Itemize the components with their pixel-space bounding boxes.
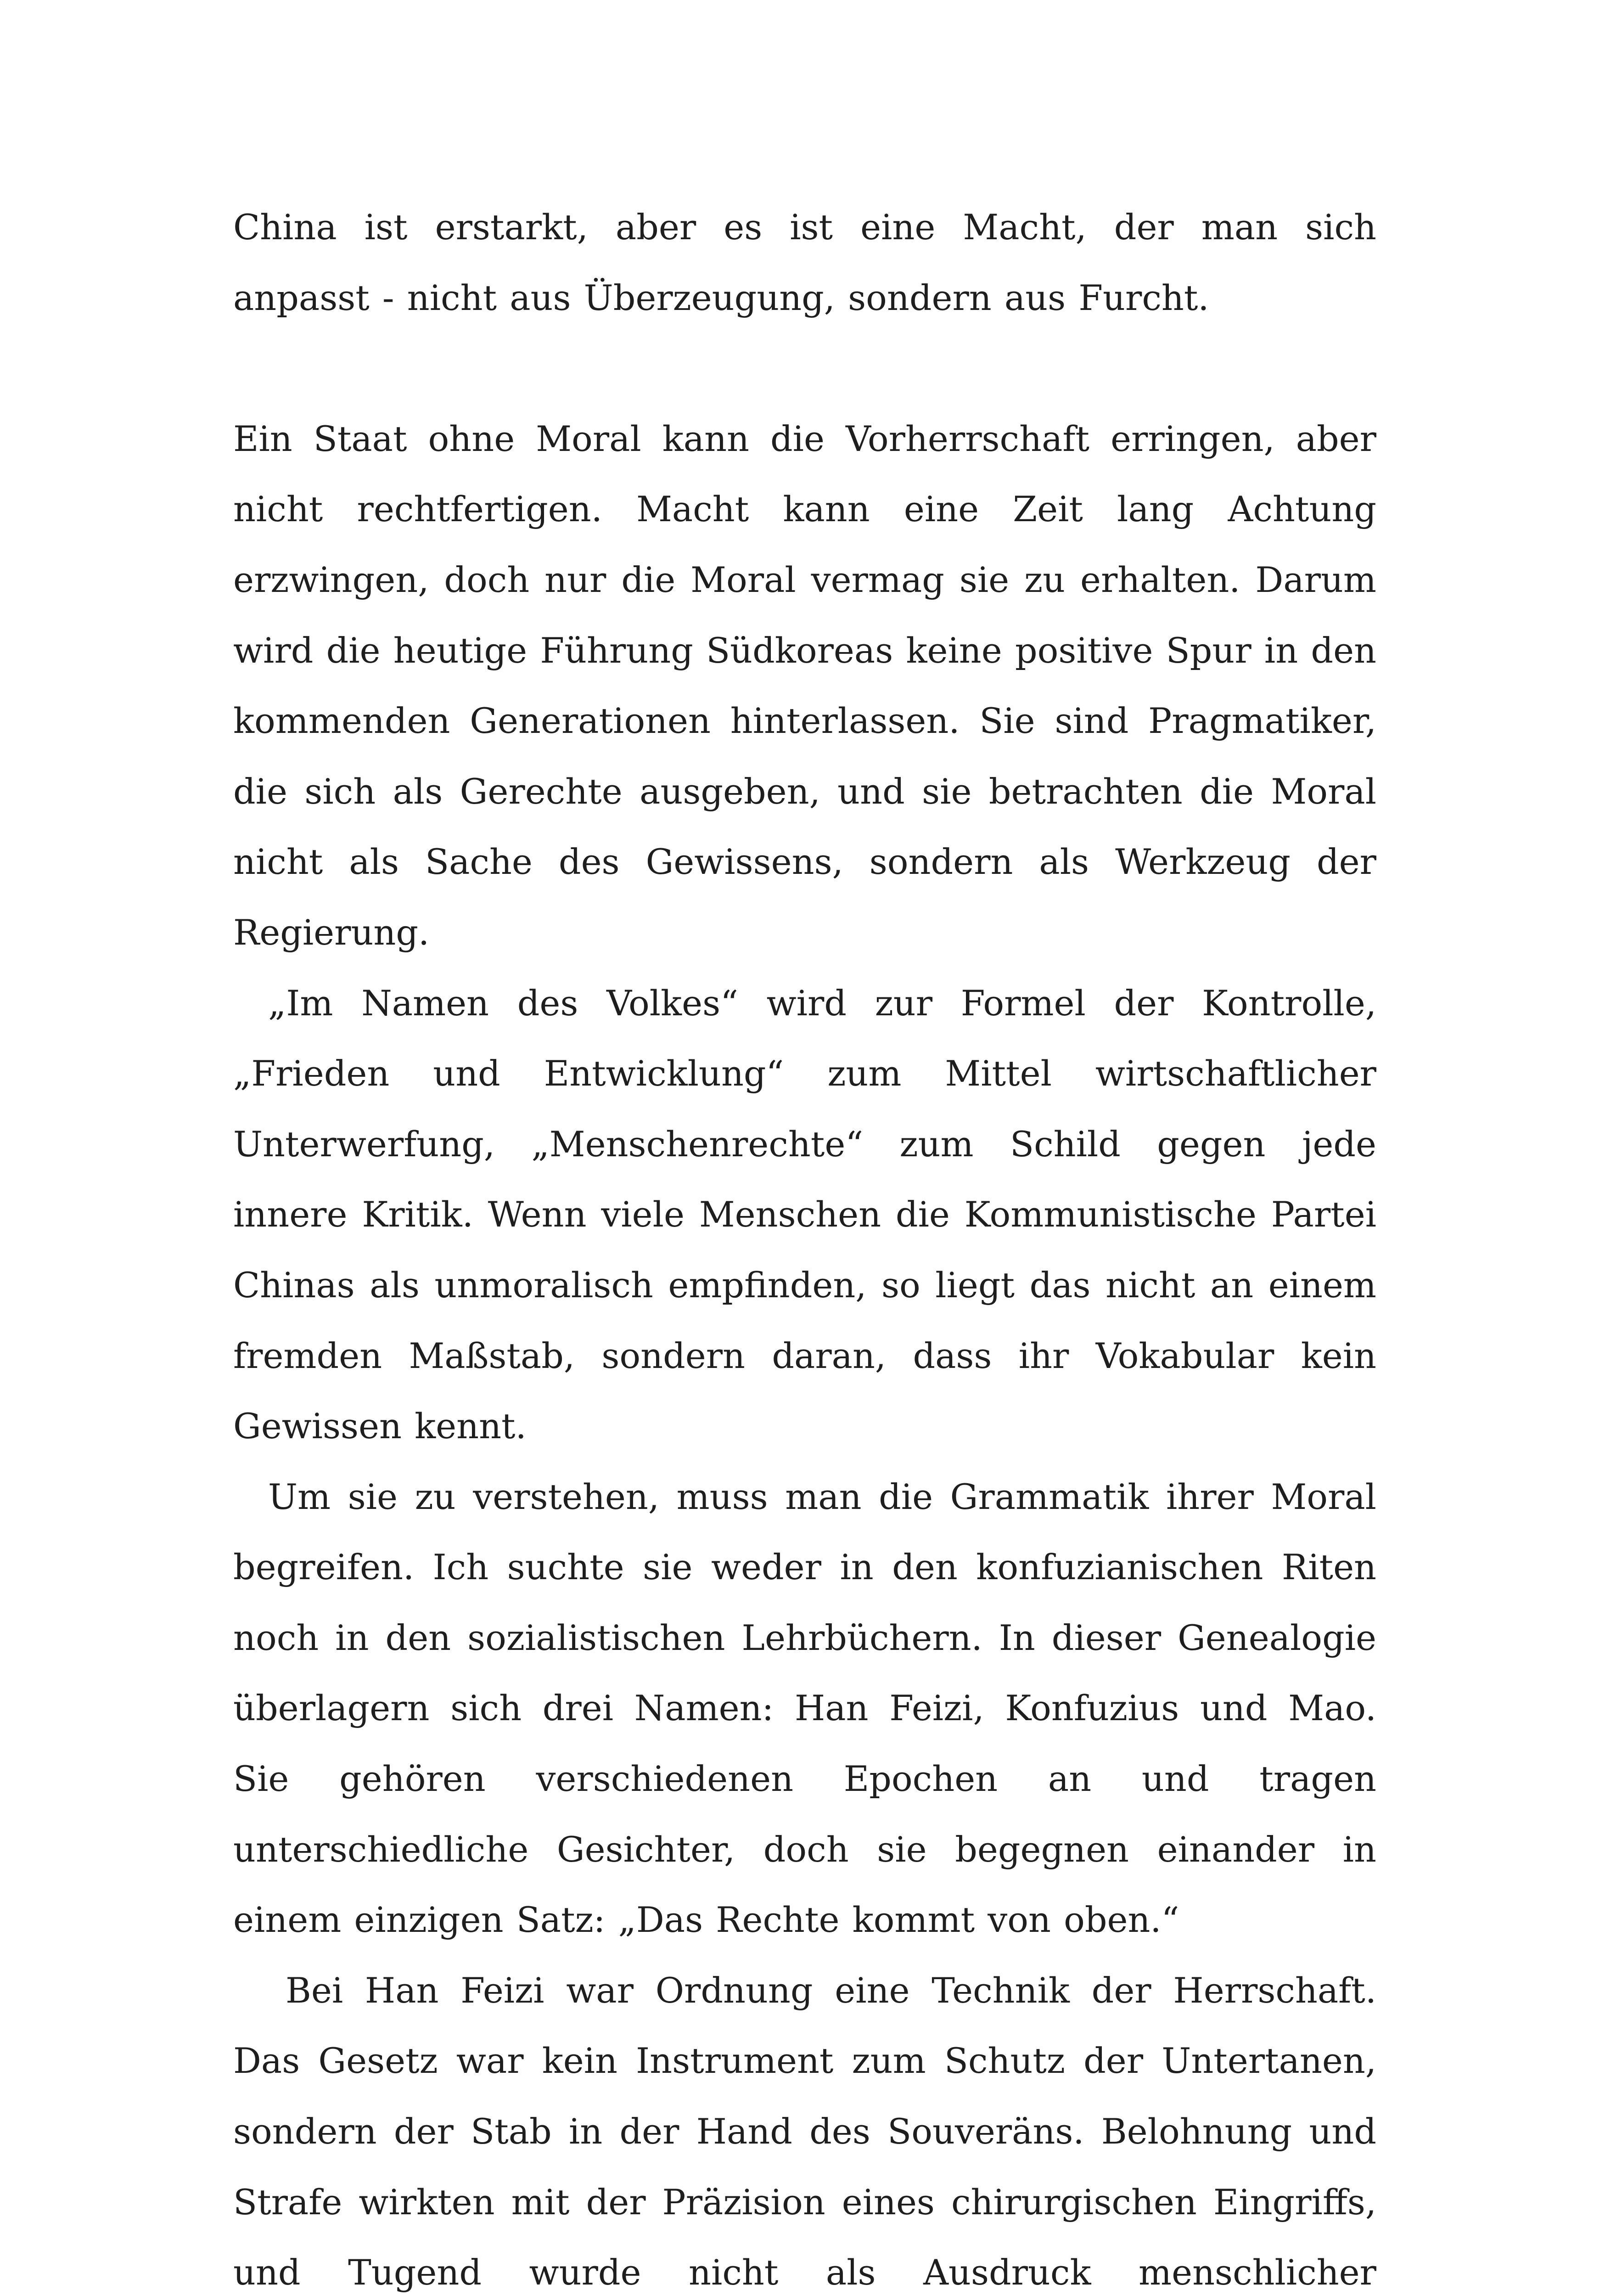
paragraph-4: Um sie zu verstehen, muss man die Grammatik ihrer Moral begreifen. Ich suchte sie weder in den konfuzianischen Riten noch in den sozialistischen Lehrbüchern. In dieser Genealogie überlagern sich drei Namen: Han Feizi, Konfuzius und Mao. Sie gehören verschiedenen Epochen an und tragen unterschiedliche Gesichter, doch sie begegnen einander in einem einzigen Satz: „Das Rechte kommt von oben.“ bbox=[233, 1476, 1376, 1941]
paragraph-1: China ist erstarkt, aber es ist eine Macht, der man sich anpasst - nicht aus Überzeugung, sondern aus Furcht. bbox=[233, 207, 1376, 318]
paragraph-2: Ein Staat ohne Moral kann die Vorherrschaft erringen, aber nicht rechtfertigen. Macht kann eine Zeit lang Achtung erzwingen, doch nur die Moral vermag sie zu erhalten. Darum wird die heutige Führung Südkoreas keine positive Spur in den kommenden Generationen hinterlassen. Sie sind Pragmatiker, die sich als Gerechte ausgeben, und sie betrachten die Moral nicht als Sache des Gewissens, sondern als Werkzeug der Regierung. bbox=[233, 418, 1376, 953]
paragraph-5: Bei Han Feizi war Ordnung eine Technik der Herrschaft. Das Gesetz war kein Instrument zum Schutz der Untertanen, sondern der Stab in der Hand des Souveräns. Belohnung und Strafe wirkten mit der Präzision eines chirurgischen Eingriffs, und Tugend wurde nicht als Ausdruck menschlicher bbox=[233, 1970, 1376, 2293]
document-body bbox=[233, 192, 1376, 2296]
paragraph-3: „Im Namen des Volkes“ wird zur Formel der Kontrolle, „Frieden und Entwicklung“ zum Mittel wirtschaftlicher Unterwerfung, „Menschenrechte“ zum Schild gegen jede innere Kritik. Wenn viele Menschen die Kommunistische Partei Chinas als unmoralisch empfinden, so liegt das nicht an einem fremden Maßstab, sondern daran, dass ihr Vokabular kein Gewissen kennt. bbox=[233, 982, 1376, 1447]
